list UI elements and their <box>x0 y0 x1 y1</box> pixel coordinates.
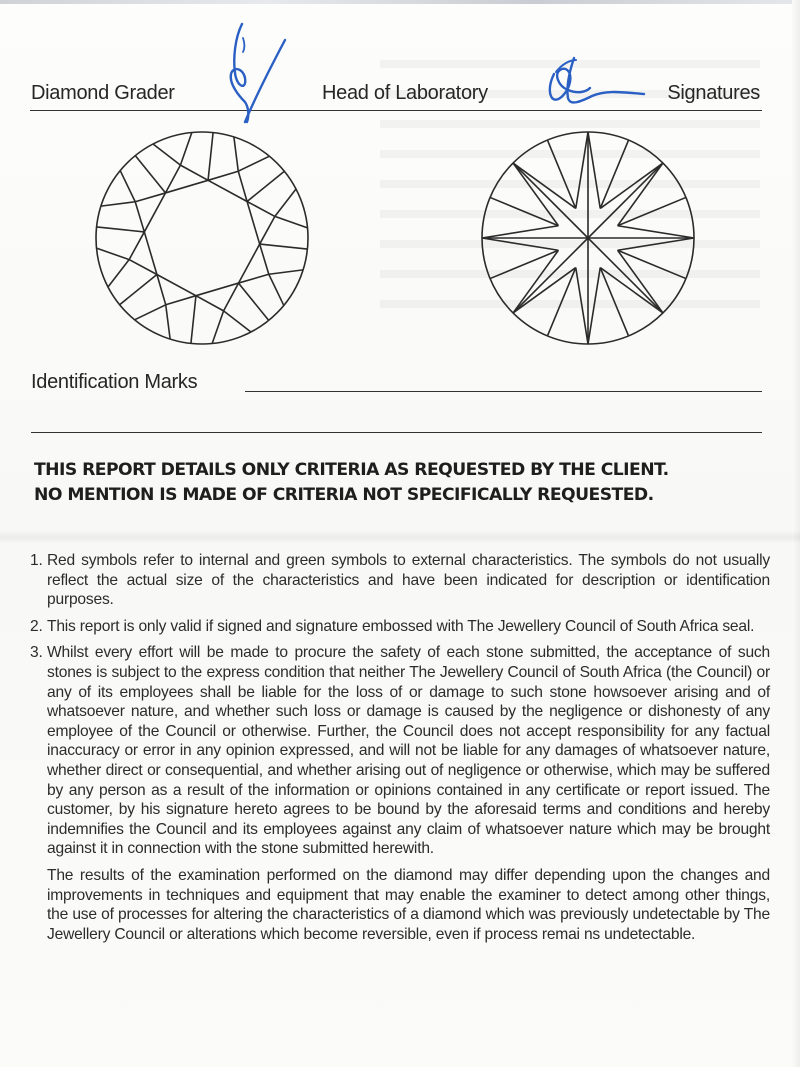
upper-girdle-edge <box>275 189 296 216</box>
bezel-edge <box>247 171 284 201</box>
lower-girdle-edge <box>482 238 558 250</box>
paper-fold <box>0 530 800 544</box>
upper-girdle-edge <box>275 216 308 227</box>
bezel-edge <box>208 133 213 181</box>
lower-girdle-edge <box>588 132 600 208</box>
bezel-edge <box>191 296 196 344</box>
star-facet-edge <box>180 165 208 180</box>
diamond-grader-label: Diamond Grader <box>31 82 175 104</box>
diamond-grader-signature <box>225 18 295 128</box>
head-of-laboratory-label: Head of Laboratory <box>322 82 488 104</box>
star-facet-edge <box>196 296 224 311</box>
star-facet-edge <box>135 202 144 232</box>
paper-top-edge <box>0 0 800 4</box>
lower-girdle-edge <box>576 268 588 344</box>
bezel-edge <box>135 156 165 193</box>
upper-girdle-edge <box>224 311 251 332</box>
bezel-edge <box>260 244 308 249</box>
upper-girdle-edge <box>120 171 135 202</box>
upper-girdle-edge <box>180 132 191 165</box>
term-number: 2. <box>30 617 43 635</box>
term-item <box>30 617 770 637</box>
star-facet-edge <box>166 296 196 305</box>
upper-girdle-edge <box>96 248 129 259</box>
term-text: This report is only valid if signed and signature embossed with The Jewellery Council of South Africa seal. <box>47 617 755 635</box>
identification-marks-row <box>31 368 762 396</box>
signatures-label: Signatures <box>667 82 760 104</box>
upper-girdle-edge <box>212 311 223 344</box>
star-facet-edge <box>129 232 144 260</box>
closing-paragraph: The results of the examination performed on the diamond may differ depending upon the changes and improvements in techniques and equipment that may enable the examiner to detect among other things, the use of processes for altering the characteristics of a diamond which was previously undetectable by The Jewellery Council or alterations which become reversible, even if process remai ns undetectable. <box>47 866 770 943</box>
term-text: Whilst every effort will be made to procure the safety of each stone submitted, the acceptance of such stones is subject to the express condition that neither The Jewellery Council of South Africa (the Council) or any of its employees shall be liable for the loss of or damage to such stone howsoever arising and of whatsoever nature, and whether such loss or damage is caused by the negligence or dishonesty of any employee of the Council or otherwise. Further, the Council does not accept responsibility for any factual inaccuracy or error in any opinion expressed, and will not be liable for any damages of whatsoever nature, whether direct or consequential, and whether arising out of negligence or otherwise, which may be suffered by any person as a result of the information or opinions contained in any certificate or report issued. The customer, by his signature hereto agrees to be bound by the aforesaid terms and conditions and hereby indemnifies the Council and its employees against any claim of whatsoever nature which may be brought against it in connection with the stone submitted herewith. <box>47 644 770 858</box>
round-brilliant-pavilion-icon <box>478 128 698 348</box>
lower-girdle-edge <box>576 132 588 208</box>
upper-girdle-edge <box>101 202 135 206</box>
upper-girdle-edge <box>269 270 303 274</box>
term-item <box>30 551 770 610</box>
round-brilliant-crown-icon <box>92 128 312 348</box>
lower-girdle-edge <box>482 226 558 238</box>
bezel-edge <box>97 227 145 232</box>
terms-and-conditions <box>30 551 770 944</box>
identification-marks-field-line[interactable] <box>245 391 762 392</box>
identification-marks-label: Identification Marks <box>31 371 198 393</box>
lower-girdle-edge <box>618 226 694 238</box>
lower-girdle-edge <box>588 268 600 344</box>
upper-girdle-edge <box>269 274 284 305</box>
criteria-notice <box>34 458 774 508</box>
upper-girdle-edge <box>166 305 170 339</box>
upper-girdle-edge <box>153 144 180 165</box>
bezel-edge <box>239 283 269 320</box>
term-number: 1. <box>30 552 43 569</box>
head-of-laboratory-signature <box>540 52 650 112</box>
notice-line-2: NO MENTION IS MADE OF CRITERIA NOT SPECIFICALLY REQUESTED. <box>34 485 654 505</box>
upper-girdle-edge <box>238 156 269 171</box>
lower-girdle-edge <box>618 238 694 250</box>
term-number: 3. <box>30 644 43 662</box>
upper-girdle-edge <box>135 305 166 320</box>
star-facet-edge <box>208 171 238 180</box>
signature-row <box>30 80 762 111</box>
star-facet-edge <box>260 244 269 274</box>
upper-girdle-edge <box>234 137 238 171</box>
bezel-edge <box>120 275 157 305</box>
identification-marks-second-line[interactable] <box>31 432 762 433</box>
upper-girdle-edge <box>108 260 129 287</box>
girdle-outline <box>96 132 308 344</box>
notice-line-1: THIS REPORT DETAILS ONLY CRITERIA AS REQUESTED BY THE CLIENT. <box>34 460 669 480</box>
star-facet-edge <box>260 216 275 244</box>
term-item <box>30 643 770 859</box>
term-text: Red symbols refer to internal and green symbols to external characteristics. The symbols do not usually reflect the actual size of the characteristics and have been indicated for description or identification purposes. <box>47 552 770 609</box>
